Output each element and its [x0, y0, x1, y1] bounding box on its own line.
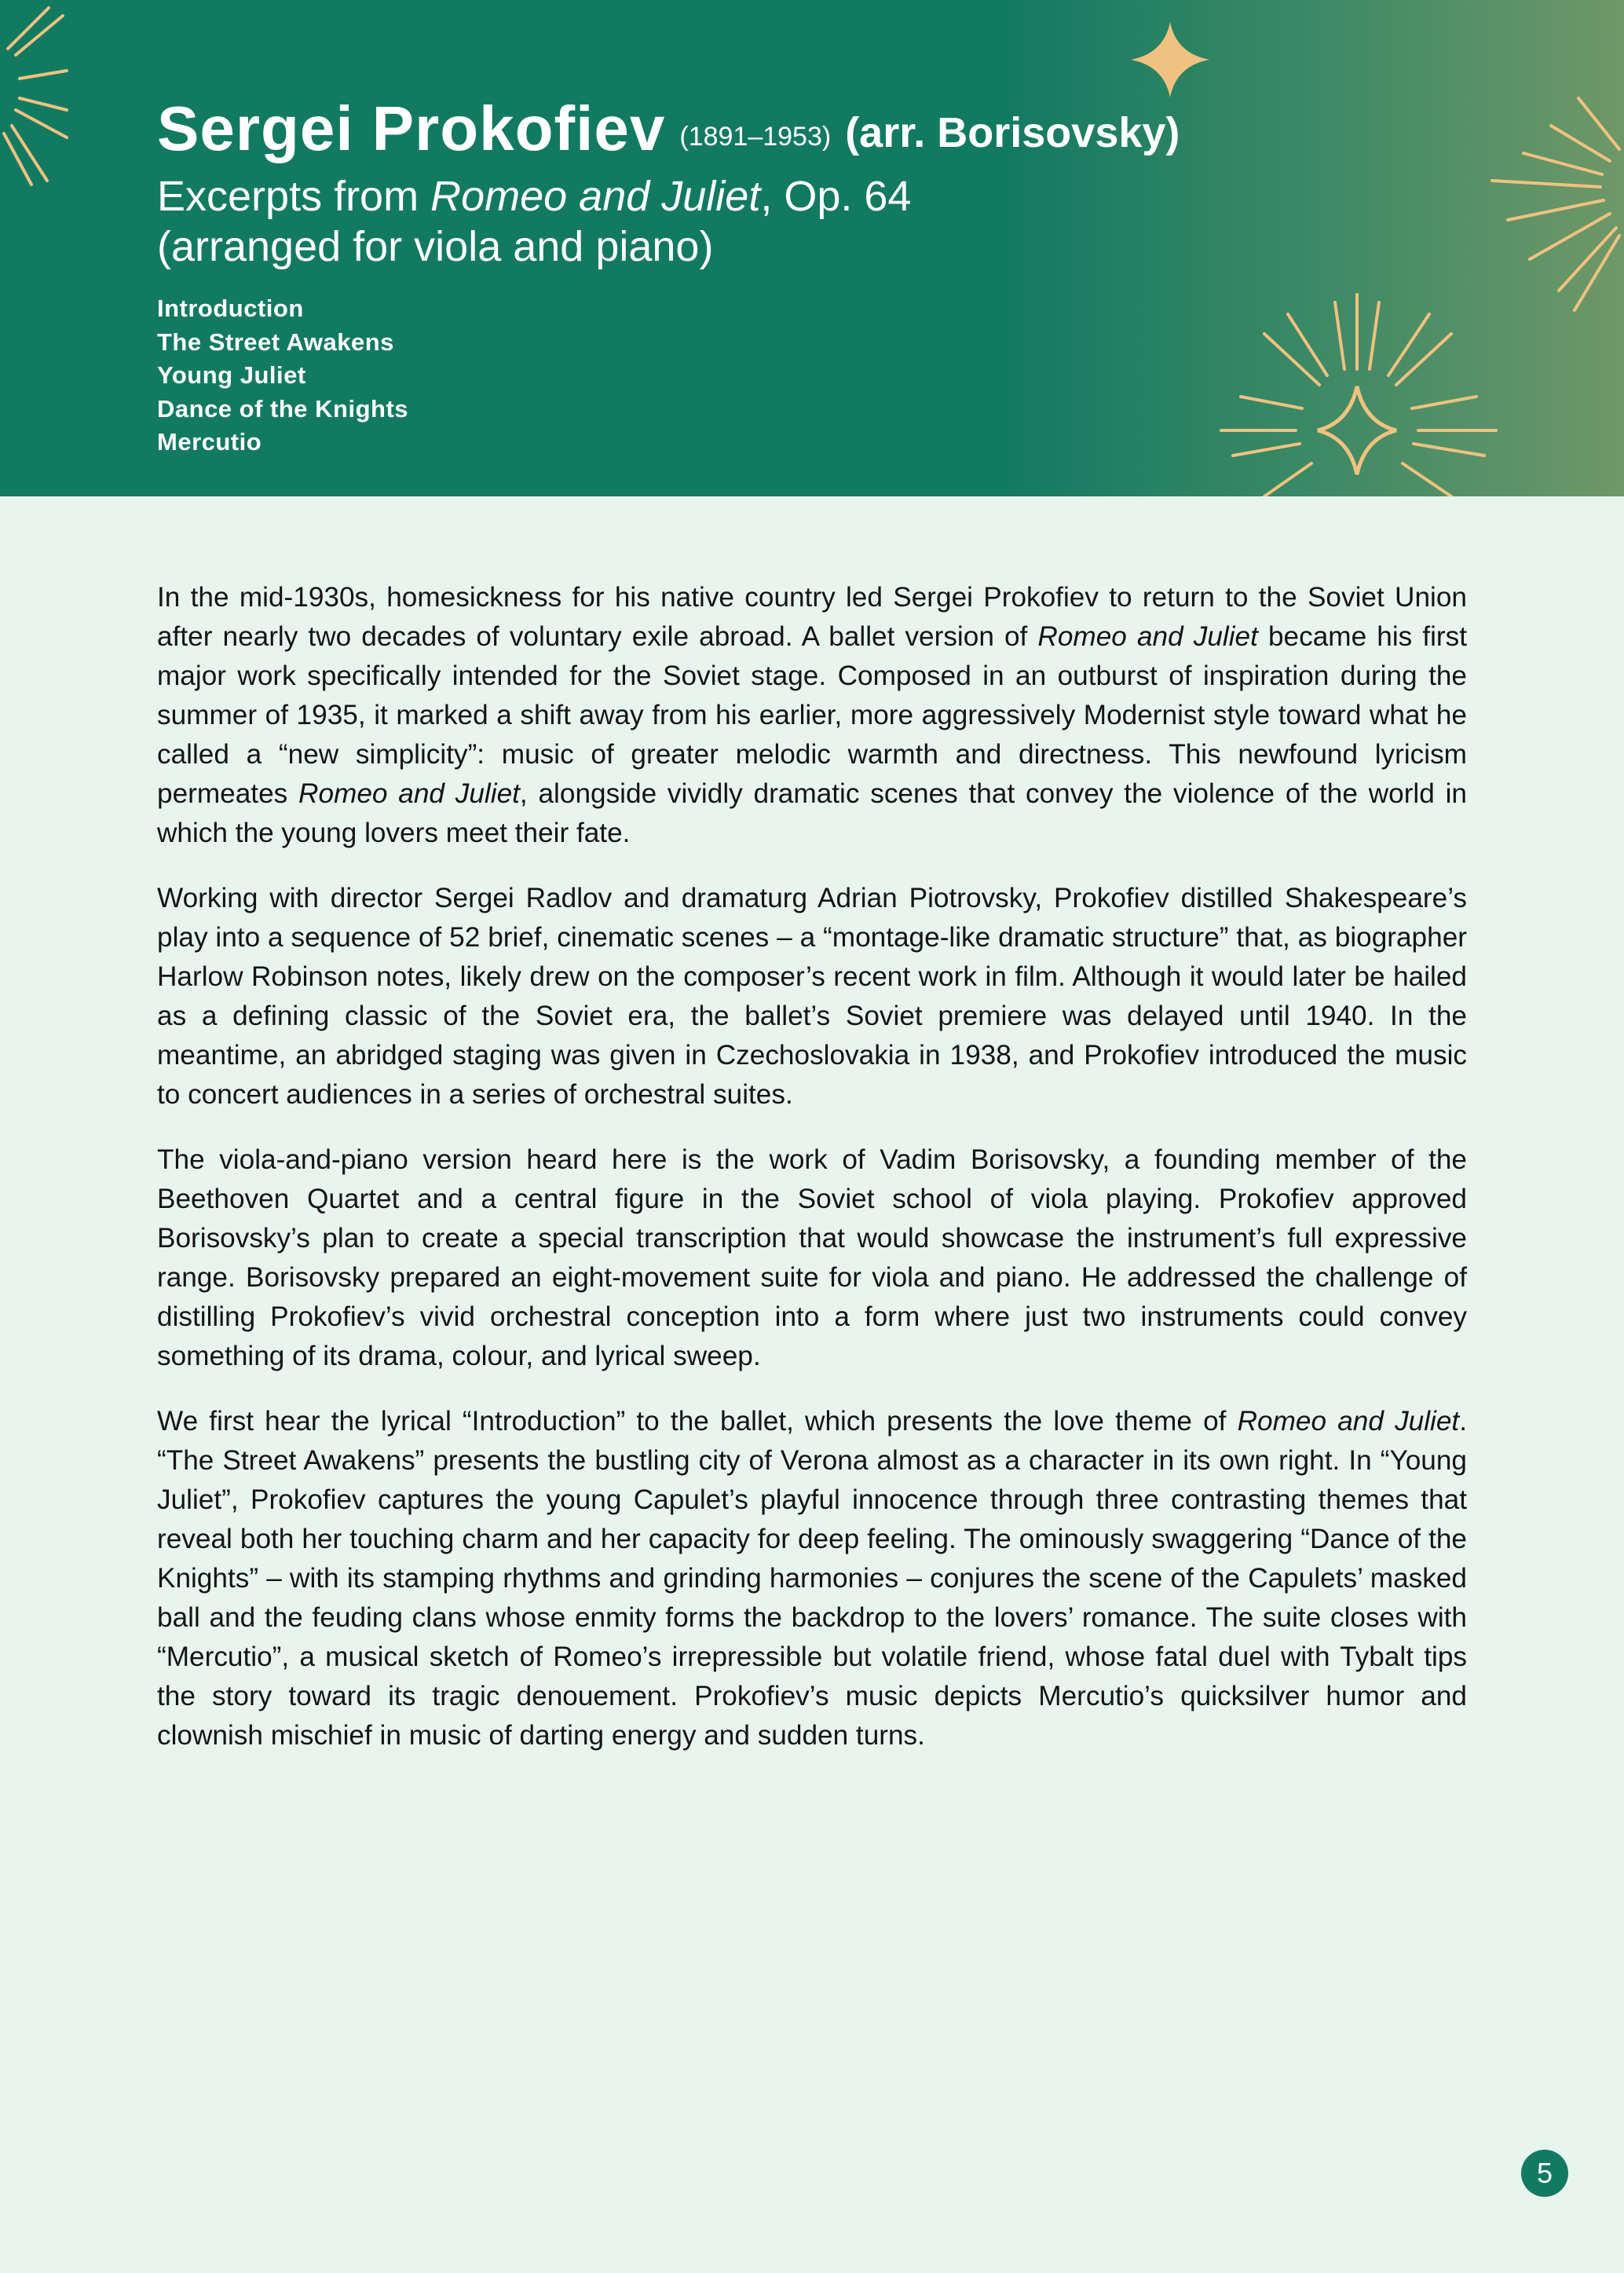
upper-right-burst-icon [1492, 98, 1619, 310]
paragraph-4-text: We first hear the lyrical “Introduction” to the ballet, which presents the love theme of [157, 1406, 1238, 1437]
arranger-credit: (arr. Borisovsky) [845, 109, 1180, 156]
subtitle-opus: , Op. 64 [760, 173, 912, 220]
paragraph-1 [157, 578, 1467, 853]
top-left-burst-icon [4, 8, 67, 185]
work-title-italic: Romeo and Juliet [298, 778, 520, 809]
paragraph-4 [157, 1402, 1467, 1755]
paragraph-3: The viola-and-piano version heard here is the work of Vadim Borisovsky, a founding member of the Beethoven Quartet and a central figure in the Soviet school of viola playing. Prokofiev approved Borisovsky’s plan to create a special transcription that would showcase the instrument’s full expressive range. Borisovsky prepared an eight-movement suite for viola and piano. He addressed the challenge of distilling Prokofiev’s vivid orchestral conception into a form where just two instruments could convey something of its drama, colour, and lyrical sweep. [157, 1144, 1467, 1371]
paragraph-1-text: In the mid-1930s, homesickness for his native country led Sergei Prokofiev to return to the Soviet Union after nearly two decades of voluntary exile abroad. A ballet version of [157, 582, 1467, 652]
work-subtitle [157, 171, 911, 272]
header-banner [0, 0, 1624, 496]
work-title-italic: Romeo and Juliet [1237, 1406, 1460, 1437]
subtitle-arrangement: (arranged for viola and piano) [157, 223, 714, 270]
movement-list [157, 292, 408, 459]
paragraph-1-text: became his first major work specifically intended for the Soviet stage. Composed in an outburst of inspiration during the summer of 1935, it marked a shift away from his earlier, more aggressively Modernist style toward what he called a “new simplicity”: music of greater melodic warmth and directness. This newfound lyricism permeates [157, 621, 1468, 809]
composer-name: Sergei Prokofiev [157, 93, 666, 163]
paragraph-1-text: , alongside vividly dramatic scenes that convey the violence of the world in which the young lovers meet their fate. [157, 778, 1467, 848]
movement-item: Dance of the Knights [157, 394, 409, 423]
movement-item: Introduction [157, 295, 304, 322]
filled-star-icon [1131, 22, 1209, 97]
subtitle-work-title: Romeo and Juliet [430, 173, 761, 220]
paragraph-4-text: . “The Street Awakens” presents the bustling city of Verona almost as a character in its own right. In “Young Juliet”, Prokofiev captures the young Capulet’s playful innocence through three contrasting themes that reveal both her touching charm and her capacity for deep feeling. The ominously swaggering “Dance of the Knights” – with its stamping rhythms and grinding harmonies – conjures the scene of the Capulets’ masked ball and the feuding clans whose enmity forms the backdrop to the lovers’ romance. The suite closes with “Mercutio”, a musical sketch of Romeo’s irrepressible but volatile friend, whose fatal duel with Tybalt tips the story toward its tragic denouement. Prokofiev’s music depicts Mercutio’s quicksilver humor and clownish mischief in music of darting energy and sudden turns. [157, 1406, 1467, 1751]
subtitle-prefix: Excerpts from [157, 173, 431, 220]
movement-item: Young Juliet [157, 361, 306, 389]
composer-dates: (1891–1953) [679, 122, 832, 152]
program-notes [157, 578, 1467, 1781]
work-title-italic: Romeo and Juliet [1037, 621, 1258, 652]
page-number-badge: 5 [1521, 2150, 1568, 2197]
title-line [157, 93, 1180, 165]
movement-item: The Street Awakens [157, 328, 394, 356]
paragraph-2: Working with director Sergei Radlov and dramaturg Adrian Piotrovsky, Prokofiev distilled Shakespeare’s play into a sequence of 52 brief, cinematic scenes – a “montage-like dramatic structure” that, as biographer Harlow Robinson notes, likely drew on the composer’s recent work in film. Although it would later be hailed as a defining classic of the Soviet era, the ballet’s Soviet premiere was delayed until 1940. In the meantime, an abridged staging was given in Czechoslovakia in 1938, and Prokofiev introduced the music to concert audiences in a series of orchestral suites. [157, 883, 1467, 1110]
outline-star-icon [1318, 386, 1396, 474]
movement-item: Mercutio [157, 428, 262, 456]
